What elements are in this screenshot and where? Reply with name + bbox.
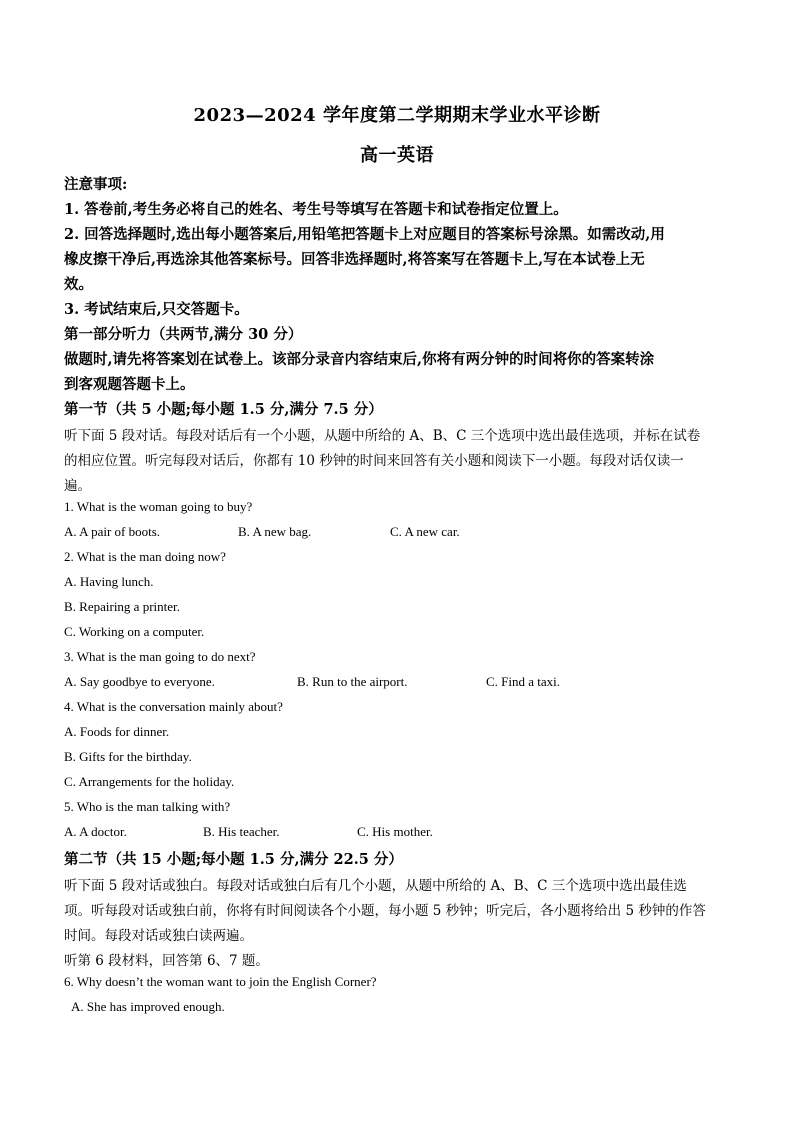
- section1-heading: 第一节（共 5 小题;每小题 1.5 分,满分 7.5 分）: [64, 401, 383, 418]
- section2-material-6: 听第 6 段材料，回答第 6、7 题。: [64, 953, 269, 969]
- question-1-option-a: A. A pair of boots.: [64, 524, 161, 539]
- section2-instruction-line-3: 时间。每段对话或独白读两遍。: [64, 928, 253, 944]
- question-2-option-c: C. Working on a computer.: [64, 624, 205, 639]
- part1-instruction-line-1: 做题时,请先将答案划在试卷上。该部分录音内容结束后,你将有两分钟的时间将你的答案转涂: [64, 351, 655, 368]
- section1-instruction-line-1: 听下面 5 段对话。每段对话后有一个小题，从题中所给的 A、B、C 三个选项中选出最佳选项，并标在试卷: [64, 428, 701, 444]
- exam-title: 2023—2024 学年度第二学期期末学业水平诊断: [193, 105, 601, 126]
- question-3-stem: 3. What is the man going to do next?: [64, 649, 256, 664]
- question-2-option-b: B. Repairing a printer.: [64, 599, 180, 614]
- question-3-option-c: C. Find a taxi.: [486, 674, 561, 689]
- section2-instruction-line-2: 项。听每段对话或独白前，你将有时间阅读各个小题，每小题 5 秒钟；听完后，各小题将给出 5 秒钟的作答: [64, 903, 706, 919]
- notice-item-2-line-1: 2. 回答选择题时,选出每小题答案后,用铅笔把答题卡上对应题目的答案标号涂黑。如需改动,用: [64, 226, 665, 243]
- question-4-option-a: A. Foods for dinner.: [64, 724, 170, 739]
- question-5-stem: 5. Who is the man talking with?: [64, 799, 231, 814]
- notice-heading: 注意事项:: [64, 176, 128, 193]
- part1-heading: 第一部分听力（共两节,满分 30 分）: [64, 326, 303, 343]
- notice-item-2-line-2: 橡皮擦干净后,再选涂其他答案标号。回答非选择题时,将答案写在答题卡上,写在本试卷上无: [64, 251, 645, 268]
- question-5-option-a: A. A doctor.: [64, 824, 127, 839]
- part1-instruction-line-2: 到客观题答题卡上。: [64, 376, 195, 393]
- question-4-option-b: B. Gifts for the birthday.: [64, 749, 192, 764]
- section2-instruction-line-1: 听下面 5 段对话或独白。每段对话或独白后有几个小题，从题中所给的 A、B、C 三个选项中选出最佳选: [64, 878, 687, 894]
- question-6-option-a: A. She has improved enough.: [71, 999, 225, 1014]
- question-3-option-b: B. Run to the airport.: [297, 674, 408, 689]
- question-2-option-a: A. Having lunch.: [64, 574, 154, 589]
- question-5-option-b: B. His teacher.: [203, 824, 280, 839]
- notice-item-1: 1. 答卷前,考生务必将自己的姓名、考生号等填写在答题卡和试卷指定位置上。: [64, 201, 568, 218]
- question-2-stem: 2. What is the man doing now?: [64, 549, 226, 564]
- question-1-option-b: B. A new bag.: [238, 524, 312, 539]
- question-4-option-c: C. Arrangements for the holiday.: [64, 774, 235, 789]
- notice-item-2-line-3: 效。: [64, 276, 93, 293]
- question-4-stem: 4. What is the conversation mainly about?: [64, 699, 283, 714]
- section1-instruction-line-3: 遍。: [64, 478, 91, 494]
- section2-heading: 第二节（共 15 小题;每小题 1.5 分,满分 22.5 分）: [64, 851, 403, 868]
- question-1-option-c: C. A new car.: [390, 524, 460, 539]
- question-3-option-a: A. Say goodbye to everyone.: [64, 674, 215, 689]
- question-6-stem: 6. Why doesn’t the woman want to join the English Corner?: [64, 974, 377, 989]
- section1-instruction-line-2: 的相应位置。听完每段对话后，你都有 10 秒钟的时间来回答有关小题和阅读下一小题。每段对话仅读一: [64, 453, 684, 469]
- question-1-stem: 1. What is the woman going to buy?: [64, 499, 253, 514]
- notice-item-3: 3. 考试结束后,只交答题卡。: [64, 301, 249, 318]
- question-5-option-c: C. His mother.: [357, 824, 433, 839]
- exam-subject: 高一英语: [360, 145, 434, 166]
